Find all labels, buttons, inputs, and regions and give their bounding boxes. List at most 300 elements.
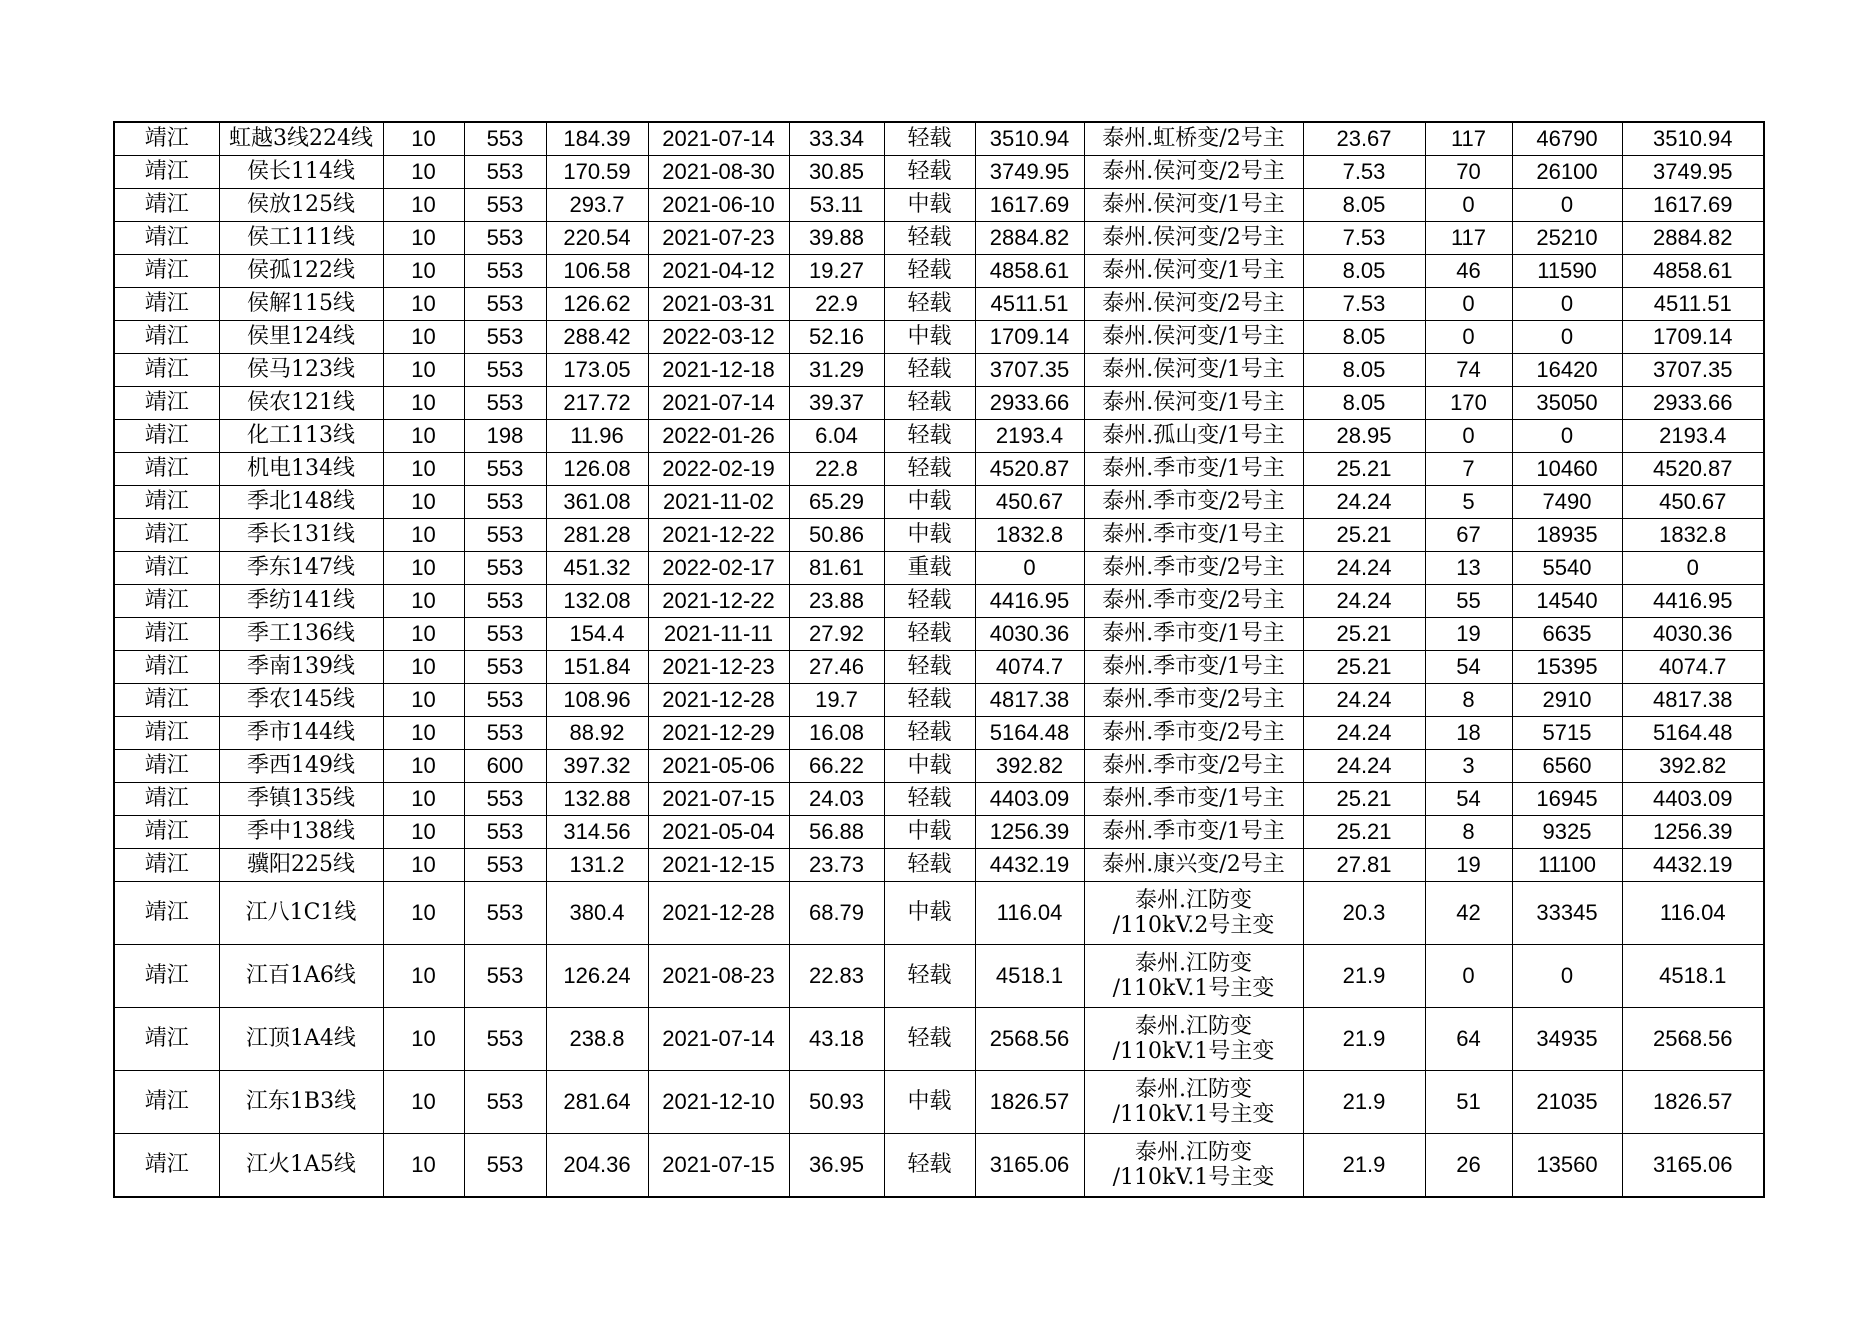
cell-customer-capacity: 5540 (1512, 552, 1622, 585)
cell-max-current: 106.58 (546, 255, 648, 288)
table-row (114, 1071, 1764, 1134)
cell-available-capacity: 2568.56 (1622, 1008, 1764, 1071)
cell-spare-capacity: 116.04 (975, 882, 1084, 945)
cell-line-name: 江百1A6线 (219, 945, 383, 1008)
cell-load-status: 轻载 (884, 783, 975, 816)
cell-customer-count: 42 (1425, 882, 1512, 945)
cell-max-current: 281.28 (546, 519, 648, 552)
cell-load-status: 中载 (884, 816, 975, 849)
cell-max-current: 361.08 (546, 486, 648, 519)
cell-customer-capacity: 9325 (1512, 816, 1622, 849)
cell-load-status: 轻载 (884, 453, 975, 486)
cell-spare-capacity: 1709.14 (975, 321, 1084, 354)
cell-line-name: 江八1C1线 (219, 882, 383, 945)
cell-line-name: 季纺141线 (219, 585, 383, 618)
cell-line-name: 侯孤122线 (219, 255, 383, 288)
cell-max-current: 126.62 (546, 288, 648, 321)
cell-voltage: 10 (383, 453, 464, 486)
cell-substation-transformer: 泰州.江防变 /110kV.1号主变 (1084, 945, 1303, 1008)
cell-substation-transformer: 泰州.江防变 /110kV.1号主变 (1084, 1134, 1303, 1198)
cell-available-capacity: 450.67 (1622, 486, 1764, 519)
cell-load-rate: 39.37 (789, 387, 884, 420)
cell-line-name: 江顶1A4线 (219, 1008, 383, 1071)
cell-load-rate: 22.83 (789, 945, 884, 1008)
cell-load-rate: 30.85 (789, 156, 884, 189)
cell-substation-transformer: 泰州.季市变/1号主 (1084, 618, 1303, 651)
cell-voltage: 10 (383, 618, 464, 651)
cell-customer-capacity: 6560 (1512, 750, 1622, 783)
cell-rated-current: 553 (464, 156, 546, 189)
cell-voltage: 10 (383, 122, 464, 156)
cell-load-rate: 53.11 (789, 189, 884, 222)
cell-voltage: 10 (383, 816, 464, 849)
cell-substation-transformer: 泰州.孤山变/1号主 (1084, 420, 1303, 453)
cell-max-current: 151.84 (546, 651, 648, 684)
cell-rated-current: 553 (464, 255, 546, 288)
cell-available-capacity: 2193.4 (1622, 420, 1764, 453)
cell-rated-current: 553 (464, 651, 546, 684)
cell-substation-transformer: 泰州.侯河变/2号主 (1084, 288, 1303, 321)
cell-max-date: 2021-12-28 (648, 684, 789, 717)
cell-load-status: 中载 (884, 882, 975, 945)
cell-max-date: 2021-08-30 (648, 156, 789, 189)
table-row (114, 1008, 1764, 1071)
cell-max-current: 293.7 (546, 189, 648, 222)
cell-voltage: 10 (383, 552, 464, 585)
cell-available-capacity: 1256.39 (1622, 816, 1764, 849)
cell-max-date: 2021-05-04 (648, 816, 789, 849)
cell-rated-current: 553 (464, 486, 546, 519)
cell-voltage: 10 (383, 945, 464, 1008)
cell-spare-capacity: 392.82 (975, 750, 1084, 783)
cell-rated-current: 553 (464, 122, 546, 156)
cell-spare-capacity: 2933.66 (975, 387, 1084, 420)
cell-available-capacity: 116.04 (1622, 882, 1764, 945)
cell-max-current: 173.05 (546, 354, 648, 387)
cell-customer-capacity: 13560 (1512, 1134, 1622, 1198)
cell-max-date: 2021-07-14 (648, 122, 789, 156)
cell-load-status: 轻载 (884, 1008, 975, 1071)
cell-customer-capacity: 0 (1512, 420, 1622, 453)
cell-customer-count: 18 (1425, 717, 1512, 750)
cell-load-rate: 36.95 (789, 1134, 884, 1198)
cell-line-name: 季中138线 (219, 816, 383, 849)
cell-customer-capacity: 33345 (1512, 882, 1622, 945)
cell-county: 靖江 (114, 783, 219, 816)
cell-customer-count: 0 (1425, 945, 1512, 1008)
table-row (114, 255, 1764, 288)
cell-county: 靖江 (114, 585, 219, 618)
cell-spare-capacity: 2193.4 (975, 420, 1084, 453)
cell-voltage: 10 (383, 288, 464, 321)
cell-voltage: 10 (383, 222, 464, 255)
cell-rated-current: 553 (464, 453, 546, 486)
cell-transformer-load-rate: 24.24 (1303, 552, 1425, 585)
cell-customer-count: 0 (1425, 420, 1512, 453)
cell-substation-transformer: 泰州.江防变 /110kV.1号主变 (1084, 1008, 1303, 1071)
cell-customer-capacity: 16420 (1512, 354, 1622, 387)
cell-load-status: 轻载 (884, 156, 975, 189)
cell-load-status: 中载 (884, 750, 975, 783)
cell-spare-capacity: 4858.61 (975, 255, 1084, 288)
cell-max-current: 88.92 (546, 717, 648, 750)
cell-rated-current: 553 (464, 1071, 546, 1134)
cell-available-capacity: 4030.36 (1622, 618, 1764, 651)
cell-county: 靖江 (114, 453, 219, 486)
cell-spare-capacity: 3510.94 (975, 122, 1084, 156)
cell-spare-capacity: 1826.57 (975, 1071, 1084, 1134)
cell-substation-transformer: 泰州.江防变 /110kV.1号主变 (1084, 1071, 1303, 1134)
cell-load-rate: 22.9 (789, 288, 884, 321)
cell-customer-count: 7 (1425, 453, 1512, 486)
cell-available-capacity: 3707.35 (1622, 354, 1764, 387)
cell-rated-current: 553 (464, 1008, 546, 1071)
cell-max-date: 2021-12-23 (648, 651, 789, 684)
cell-spare-capacity: 1832.8 (975, 519, 1084, 552)
cell-customer-capacity: 34935 (1512, 1008, 1622, 1071)
cell-load-status: 重载 (884, 552, 975, 585)
cell-line-name: 骥阳225线 (219, 849, 383, 882)
cell-available-capacity: 2884.82 (1622, 222, 1764, 255)
cell-county: 靖江 (114, 122, 219, 156)
cell-available-capacity: 4511.51 (1622, 288, 1764, 321)
cell-line-name: 季镇135线 (219, 783, 383, 816)
cell-voltage: 10 (383, 849, 464, 882)
cell-customer-capacity: 11100 (1512, 849, 1622, 882)
cell-spare-capacity: 4511.51 (975, 288, 1084, 321)
cell-county: 靖江 (114, 321, 219, 354)
cell-max-date: 2021-07-15 (648, 783, 789, 816)
cell-load-status: 轻载 (884, 222, 975, 255)
cell-county: 靖江 (114, 420, 219, 453)
cell-customer-capacity: 5715 (1512, 717, 1622, 750)
table-row (114, 1134, 1764, 1198)
table-row (114, 420, 1764, 453)
cell-county: 靖江 (114, 717, 219, 750)
cell-load-rate: 66.22 (789, 750, 884, 783)
cell-spare-capacity: 4432.19 (975, 849, 1084, 882)
table-row (114, 717, 1764, 750)
cell-transformer-load-rate: 25.21 (1303, 453, 1425, 486)
cell-rated-current: 553 (464, 717, 546, 750)
cell-available-capacity: 0 (1622, 552, 1764, 585)
cell-county: 靖江 (114, 618, 219, 651)
cell-load-status: 轻载 (884, 585, 975, 618)
cell-voltage: 10 (383, 519, 464, 552)
cell-substation-transformer: 泰州.虹桥变/2号主 (1084, 122, 1303, 156)
cell-max-date: 2021-12-18 (648, 354, 789, 387)
cell-rated-current: 553 (464, 519, 546, 552)
cell-max-date: 2021-12-15 (648, 849, 789, 882)
cell-line-name: 季北148线 (219, 486, 383, 519)
cell-max-current: 126.24 (546, 945, 648, 1008)
cell-transformer-load-rate: 8.05 (1303, 189, 1425, 222)
cell-substation-transformer: 泰州.季市变/2号主 (1084, 717, 1303, 750)
cell-load-rate: 56.88 (789, 816, 884, 849)
cell-voltage: 10 (383, 585, 464, 618)
cell-available-capacity: 4858.61 (1622, 255, 1764, 288)
table-row (114, 387, 1764, 420)
cell-rated-current: 553 (464, 1134, 546, 1198)
cell-transformer-load-rate: 27.81 (1303, 849, 1425, 882)
cell-customer-count: 13 (1425, 552, 1512, 585)
cell-customer-capacity: 14540 (1512, 585, 1622, 618)
cell-customer-capacity: 46790 (1512, 122, 1622, 156)
table-row (114, 783, 1764, 816)
cell-county: 靖江 (114, 255, 219, 288)
cell-voltage: 10 (383, 882, 464, 945)
cell-spare-capacity: 4074.7 (975, 651, 1084, 684)
cell-available-capacity: 3749.95 (1622, 156, 1764, 189)
cell-available-capacity: 4817.38 (1622, 684, 1764, 717)
cell-customer-count: 51 (1425, 1071, 1512, 1134)
cell-max-date: 2021-05-06 (648, 750, 789, 783)
cell-substation-transformer: 泰州.侯河变/1号主 (1084, 354, 1303, 387)
cell-max-date: 2021-08-23 (648, 945, 789, 1008)
cell-spare-capacity: 4030.36 (975, 618, 1084, 651)
cell-load-rate: 65.29 (789, 486, 884, 519)
cell-spare-capacity: 4518.1 (975, 945, 1084, 1008)
cell-customer-count: 70 (1425, 156, 1512, 189)
cell-load-status: 轻载 (884, 387, 975, 420)
cell-spare-capacity: 2884.82 (975, 222, 1084, 255)
cell-available-capacity: 4520.87 (1622, 453, 1764, 486)
cell-max-date: 2022-03-12 (648, 321, 789, 354)
cell-max-current: 288.42 (546, 321, 648, 354)
cell-voltage: 10 (383, 750, 464, 783)
cell-load-rate: 19.27 (789, 255, 884, 288)
cell-rated-current: 553 (464, 354, 546, 387)
cell-line-name: 化工113线 (219, 420, 383, 453)
cell-load-rate: 68.79 (789, 882, 884, 945)
cell-max-current: 238.8 (546, 1008, 648, 1071)
cell-line-name: 侯解115线 (219, 288, 383, 321)
cell-rated-current: 198 (464, 420, 546, 453)
table-row (114, 618, 1764, 651)
cell-rated-current: 553 (464, 882, 546, 945)
table-row (114, 651, 1764, 684)
cell-line-name: 江火1A5线 (219, 1134, 383, 1198)
cell-customer-count: 3 (1425, 750, 1512, 783)
cell-load-status: 轻载 (884, 684, 975, 717)
cell-load-status: 轻载 (884, 717, 975, 750)
cell-transformer-load-rate: 24.24 (1303, 684, 1425, 717)
cell-load-rate: 27.46 (789, 651, 884, 684)
cell-customer-capacity: 21035 (1512, 1071, 1622, 1134)
table-row (114, 585, 1764, 618)
cell-county: 靖江 (114, 651, 219, 684)
cell-county: 靖江 (114, 1008, 219, 1071)
cell-max-date: 2022-02-17 (648, 552, 789, 585)
cell-rated-current: 553 (464, 849, 546, 882)
cell-line-name: 江东1B3线 (219, 1071, 383, 1134)
cell-transformer-load-rate: 24.24 (1303, 750, 1425, 783)
cell-load-rate: 27.92 (789, 618, 884, 651)
cell-load-rate: 16.08 (789, 717, 884, 750)
cell-county: 靖江 (114, 945, 219, 1008)
cell-max-date: 2021-07-23 (648, 222, 789, 255)
cell-load-status: 轻载 (884, 849, 975, 882)
cell-max-date: 2021-12-28 (648, 882, 789, 945)
cell-line-name: 季长131线 (219, 519, 383, 552)
cell-transformer-load-rate: 24.24 (1303, 486, 1425, 519)
cell-max-date: 2021-06-10 (648, 189, 789, 222)
cell-substation-transformer: 泰州.季市变/1号主 (1084, 651, 1303, 684)
cell-customer-count: 54 (1425, 651, 1512, 684)
cell-customer-count: 64 (1425, 1008, 1512, 1071)
cell-customer-capacity: 0 (1512, 288, 1622, 321)
cell-substation-transformer: 泰州.季市变/1号主 (1084, 783, 1303, 816)
cell-available-capacity: 5164.48 (1622, 717, 1764, 750)
cell-customer-capacity: 16945 (1512, 783, 1622, 816)
cell-customer-capacity: 6635 (1512, 618, 1622, 651)
cell-available-capacity: 1617.69 (1622, 189, 1764, 222)
cell-transformer-load-rate: 25.21 (1303, 519, 1425, 552)
table-row (114, 453, 1764, 486)
cell-max-current: 397.32 (546, 750, 648, 783)
cell-load-status: 轻载 (884, 651, 975, 684)
cell-max-date: 2021-12-10 (648, 1071, 789, 1134)
cell-customer-count: 5 (1425, 486, 1512, 519)
cell-spare-capacity: 1256.39 (975, 816, 1084, 849)
cell-voltage: 10 (383, 1071, 464, 1134)
cell-max-date: 2021-07-14 (648, 1008, 789, 1071)
cell-transformer-load-rate: 23.67 (1303, 122, 1425, 156)
cell-rated-current: 553 (464, 189, 546, 222)
cell-max-current: 281.64 (546, 1071, 648, 1134)
cell-customer-capacity: 35050 (1512, 387, 1622, 420)
table-row (114, 519, 1764, 552)
cell-line-name: 侯长114线 (219, 156, 383, 189)
cell-customer-count: 117 (1425, 122, 1512, 156)
cell-county: 靖江 (114, 750, 219, 783)
cell-voltage: 10 (383, 684, 464, 717)
cell-customer-count: 54 (1425, 783, 1512, 816)
cell-rated-current: 553 (464, 945, 546, 1008)
table-row (114, 122, 1764, 156)
cell-max-current: 154.4 (546, 618, 648, 651)
cell-county: 靖江 (114, 1071, 219, 1134)
cell-voltage: 10 (383, 783, 464, 816)
cell-customer-capacity: 15395 (1512, 651, 1622, 684)
cell-customer-count: 170 (1425, 387, 1512, 420)
cell-max-current: 220.54 (546, 222, 648, 255)
cell-load-rate: 6.04 (789, 420, 884, 453)
cell-customer-capacity: 0 (1512, 321, 1622, 354)
cell-spare-capacity: 5164.48 (975, 717, 1084, 750)
cell-voltage: 10 (383, 189, 464, 222)
cell-county: 靖江 (114, 552, 219, 585)
cell-max-current: 170.59 (546, 156, 648, 189)
cell-customer-capacity: 0 (1512, 945, 1622, 1008)
cell-voltage: 10 (383, 387, 464, 420)
cell-substation-transformer: 泰州.侯河变/1号主 (1084, 189, 1303, 222)
cell-substation-transformer: 泰州.季市变/2号主 (1084, 486, 1303, 519)
table-row (114, 189, 1764, 222)
cell-line-name: 季东147线 (219, 552, 383, 585)
cell-load-rate: 22.8 (789, 453, 884, 486)
cell-rated-current: 600 (464, 750, 546, 783)
cell-customer-capacity: 2910 (1512, 684, 1622, 717)
cell-substation-transformer: 泰州.季市变/1号主 (1084, 816, 1303, 849)
cell-line-name: 季市144线 (219, 717, 383, 750)
cell-customer-count: 117 (1425, 222, 1512, 255)
cell-rated-current: 553 (464, 684, 546, 717)
cell-load-rate: 33.34 (789, 122, 884, 156)
cell-line-name: 季南139线 (219, 651, 383, 684)
cell-voltage: 10 (383, 651, 464, 684)
cell-line-name: 侯工111线 (219, 222, 383, 255)
cell-max-current: 108.96 (546, 684, 648, 717)
cell-transformer-load-rate: 25.21 (1303, 816, 1425, 849)
cell-max-current: 132.08 (546, 585, 648, 618)
cell-load-rate: 81.61 (789, 552, 884, 585)
cell-rated-current: 553 (464, 816, 546, 849)
cell-rated-current: 553 (464, 222, 546, 255)
cell-line-name: 侯放125线 (219, 189, 383, 222)
cell-transformer-load-rate: 24.24 (1303, 717, 1425, 750)
table-row (114, 156, 1764, 189)
table-row (114, 750, 1764, 783)
cell-substation-transformer: 泰州.季市变/2号主 (1084, 585, 1303, 618)
cell-available-capacity: 1826.57 (1622, 1071, 1764, 1134)
cell-max-date: 2021-11-11 (648, 618, 789, 651)
cell-max-current: 204.36 (546, 1134, 648, 1198)
cell-voltage: 10 (383, 354, 464, 387)
cell-substation-transformer: 泰州.季市变/2号主 (1084, 750, 1303, 783)
cell-county: 靖江 (114, 222, 219, 255)
cell-max-current: 132.88 (546, 783, 648, 816)
cell-transformer-load-rate: 8.05 (1303, 387, 1425, 420)
cell-transformer-load-rate: 25.21 (1303, 783, 1425, 816)
cell-load-status: 中载 (884, 519, 975, 552)
cell-customer-count: 19 (1425, 618, 1512, 651)
cell-substation-transformer: 泰州.侯河变/1号主 (1084, 387, 1303, 420)
cell-available-capacity: 1832.8 (1622, 519, 1764, 552)
cell-voltage: 10 (383, 717, 464, 750)
cell-customer-capacity: 0 (1512, 189, 1622, 222)
cell-customer-count: 8 (1425, 684, 1512, 717)
cell-max-current: 314.56 (546, 816, 648, 849)
cell-available-capacity: 392.82 (1622, 750, 1764, 783)
cell-substation-transformer: 泰州.季市变/2号主 (1084, 684, 1303, 717)
cell-spare-capacity: 450.67 (975, 486, 1084, 519)
cell-max-date: 2022-02-19 (648, 453, 789, 486)
cell-voltage: 10 (383, 486, 464, 519)
cell-voltage: 10 (383, 321, 464, 354)
cell-customer-capacity: 25210 (1512, 222, 1622, 255)
cell-transformer-load-rate: 28.95 (1303, 420, 1425, 453)
table-row (114, 849, 1764, 882)
cell-load-rate: 50.86 (789, 519, 884, 552)
cell-transformer-load-rate: 7.53 (1303, 288, 1425, 321)
cell-transformer-load-rate: 20.3 (1303, 882, 1425, 945)
cell-rated-current: 553 (464, 321, 546, 354)
cell-line-name: 季农145线 (219, 684, 383, 717)
cell-transformer-load-rate: 24.24 (1303, 585, 1425, 618)
table-row (114, 222, 1764, 255)
cell-available-capacity: 4403.09 (1622, 783, 1764, 816)
data-table (113, 121, 1765, 1198)
cell-customer-capacity: 10460 (1512, 453, 1622, 486)
cell-transformer-load-rate: 25.21 (1303, 651, 1425, 684)
cell-customer-count: 0 (1425, 321, 1512, 354)
cell-spare-capacity: 2568.56 (975, 1008, 1084, 1071)
cell-rated-current: 553 (464, 387, 546, 420)
cell-voltage: 10 (383, 255, 464, 288)
table-row (114, 945, 1764, 1008)
cell-rated-current: 553 (464, 585, 546, 618)
